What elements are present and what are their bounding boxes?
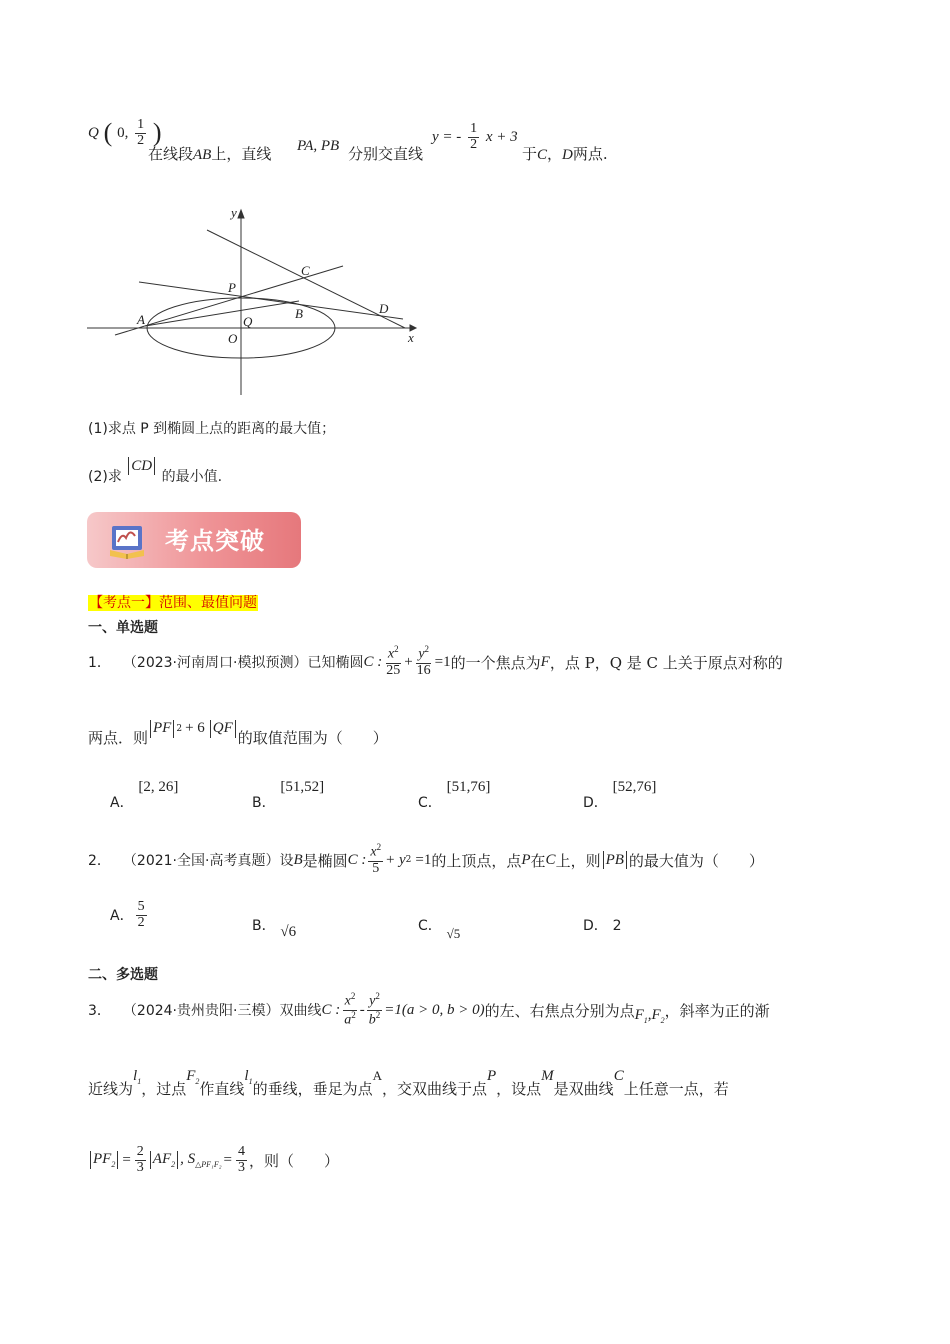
label-b: B (295, 306, 303, 321)
p2-opt-b-value: √6 (280, 924, 297, 940)
p1-opt-d-inner: 52,76 (617, 779, 652, 795)
p3-area (180, 1151, 221, 1169)
p3-f2: $F_2$ (186, 1068, 200, 1086)
problem-2-text-e: 的最大值为（ ） (628, 851, 764, 870)
p1-option-d[interactable] (583, 776, 657, 811)
expr-plus6: + 6 (185, 720, 205, 736)
q-coords: 0, (117, 125, 129, 142)
intro-text-d: 于 (522, 145, 538, 163)
p3-frac-23-num: 2 (136, 1143, 144, 1159)
p3-frac-23 (135, 1145, 146, 1175)
banner-title: 考点突破 (165, 527, 265, 555)
p3-foci: $F_1,F_2$ (634, 1007, 665, 1025)
pt-d: D (562, 147, 573, 163)
p3-l1-text: l (133, 1068, 138, 1084)
eq-frac-num: 1 (470, 121, 478, 136)
q-frac (135, 118, 146, 148)
p1-opt-c-value: [51,76] (446, 779, 491, 795)
p3-pf2-text: PF (93, 1151, 112, 1167)
section-tag-text: 【考点一】范围、最值问题 (89, 595, 257, 611)
p3-line2-f: ，设点 (496, 1080, 542, 1098)
p2-option-c[interactable] (418, 915, 461, 941)
p1-opt-b-value: [51,52] (280, 779, 325, 795)
intro-text-1 (148, 143, 271, 164)
abs-bar (150, 720, 151, 738)
eq-rhs: x + 3 (485, 129, 518, 146)
expr-pf: PF (153, 720, 172, 736)
focus-f: F (540, 653, 550, 670)
label-p: P (228, 280, 236, 295)
p3-pf2: $PF_2$ (93, 1151, 116, 1169)
p3-frac-43-num: 4 (237, 1143, 245, 1159)
book-icon (108, 520, 148, 560)
p1-opt-b-inner: 51,52 (285, 779, 320, 795)
label-o: O (228, 331, 238, 346)
p2-opt-a-den: 2 (137, 914, 145, 930)
problem-3-line-2 (88, 1068, 729, 1098)
ellipse-c: C : (363, 653, 383, 670)
label-a: A (137, 312, 145, 327)
p2-option-a[interactable] (110, 900, 149, 930)
p3-f1-num: x (344, 993, 351, 1009)
p1-opt-a-inner: 2, 26 (143, 779, 174, 795)
p1-opt-d-value: [52,76] (612, 779, 657, 795)
p3-pt-p: P (486, 1068, 497, 1084)
abs-bar (150, 1151, 151, 1169)
p3-frac-43 (236, 1145, 247, 1175)
intro-text-end (522, 143, 608, 164)
eq-one: =1 (434, 653, 451, 670)
abs-bar (177, 1151, 178, 1169)
p3-foci-f2: F (651, 1007, 661, 1023)
p3-pt-m: M (541, 1068, 554, 1084)
p1-opt-b-label: B． (252, 795, 276, 811)
p3-line2-g: 是双曲线 (553, 1080, 614, 1098)
intro-text-c: 分别交直线 (348, 145, 424, 163)
p3-pt-c: C (613, 1068, 624, 1084)
problem-3-source: （2024·贵州贵阳·三模）双曲线 (122, 1003, 322, 1019)
line-ab (145, 301, 299, 326)
p3-foci-f1: F (634, 1007, 644, 1023)
problem-2-text-d: 上，则 (555, 851, 601, 870)
p3-f2-den: b (368, 1012, 376, 1028)
q-frac-den: 2 (137, 132, 145, 148)
p1-opt-c-label: C． (418, 795, 442, 811)
abs-bar (626, 851, 627, 869)
ellipse-c2: C : (347, 851, 367, 868)
heading-single-choice: 一、单选题 (88, 620, 158, 636)
p2-opt-a-num: 5 (137, 899, 145, 914)
p3-line2-c: 作直线 (199, 1080, 245, 1098)
minus-sign: - (359, 1001, 365, 1018)
comma: ， (547, 145, 563, 163)
p1-opt-d-label: D． (583, 795, 608, 811)
eq-lhs: y = - (432, 129, 462, 146)
q2-prefix: (2)求 (88, 469, 122, 485)
section-tag (88, 592, 258, 612)
label-d: D (379, 301, 389, 316)
expr-qf: QF (212, 720, 233, 736)
p3-eq: = (122, 1151, 131, 1168)
problem-2-text-c: 在 (530, 851, 546, 870)
heading-multi-choice: 二、多选题 (88, 967, 158, 983)
p2-option-d[interactable] (583, 915, 621, 935)
p3-frac-23-den: 3 (136, 1159, 144, 1175)
p1-option-a[interactable] (110, 776, 179, 811)
intro-text-e: 两点. (572, 145, 608, 163)
abs-bar (603, 851, 604, 869)
line-through-cd (207, 230, 405, 328)
line-equation (432, 122, 518, 152)
exp-2: 2 (176, 723, 183, 734)
intro-text-b: 上，直线 (211, 145, 272, 163)
problem-3-line-3 (88, 1138, 339, 1182)
p3-line2-e: ，交双曲线于点 (381, 1080, 487, 1098)
problem-3-text-b: ，斜率为正的渐 (664, 1001, 770, 1020)
frac-x2-a2: $\frac{x^2}{a^2}$ (344, 991, 356, 1028)
p3-af2-text: AF (152, 1151, 172, 1167)
problem-2-number: 2． (88, 853, 111, 869)
intro-text-a: 在线段 (148, 145, 194, 163)
p2-opt-d-label: D． (583, 918, 608, 934)
eq-frac (468, 122, 479, 152)
problem-1-text-pq: ，点 P，Q 是 C 上关于原点对称的 (549, 653, 783, 672)
abs-bar-left (128, 457, 129, 475)
abs-bar-right (154, 457, 155, 475)
problem-1-source: （2023·河南周口·模拟预测）已知椭圆 (122, 655, 364, 671)
p1-opt-a-label: A． (110, 795, 134, 811)
problem-2-text-b: 的上顶点，点 (431, 851, 522, 870)
p3-f2-text: F (186, 1068, 196, 1084)
p3-line2-b: ，过点 (141, 1080, 187, 1098)
p3-cond: =1(a > 0, b > 0) (384, 1001, 485, 1018)
abs-bar (90, 1151, 91, 1169)
q2-expr: CD (131, 458, 153, 474)
label-c: C (301, 263, 310, 278)
y-axis-arrow (238, 210, 244, 218)
problem-1-text-after: 的一个焦点为 (450, 653, 541, 672)
p2-opt-b-label: B． (252, 918, 276, 934)
p3-line2-d: 的垂线，垂足为点 (252, 1080, 373, 1098)
p2-f-num: x (370, 845, 377, 861)
abs-bar (117, 1151, 118, 1169)
q-frac-num: 1 (137, 117, 145, 132)
paren-open: ( (103, 118, 113, 148)
p3-f1-den: a (344, 1012, 352, 1028)
p2-rest: + y (385, 851, 406, 868)
ellipse-figure (85, 200, 425, 400)
frac-y2-b2: $\frac{y^2}{b^2}$ (368, 991, 381, 1028)
problem-1-line2-b: 的取值范围为（ ） (237, 729, 388, 747)
problem-2-source: （2021·全国·高考真题）设 (122, 853, 294, 869)
p3-area-s: , S (180, 1151, 196, 1167)
p1-option-c[interactable] (418, 776, 491, 811)
seg-ab: AB (193, 147, 212, 163)
problem-3-line-1 (88, 988, 770, 1032)
q-point: Q (88, 125, 99, 142)
eq-frac-den: 2 (470, 136, 478, 152)
f1-num: x (387, 647, 395, 663)
problem-3-text-a: 的左、右焦点分别为点 (484, 1001, 635, 1020)
p3-af2: $AF_2$ (152, 1151, 176, 1169)
p3-l1b-text: l (244, 1068, 249, 1084)
problem-2-line: 2． （2021·全国·高考真题）设 B 是椭圆 C : $\frac{x^2}{5}$ + y 2 =1 的上顶点，点 P 在 C 上，则 PB 的最大值为（ ） (88, 842, 764, 876)
sub-question-2 (88, 455, 223, 485)
p3-l1b: $l_1$ (244, 1068, 253, 1086)
p3-pt-a: A (372, 1068, 382, 1083)
p2-f-den: 5 (372, 860, 380, 876)
frac-x2-25: $\frac{x^2}{25}$ (386, 644, 401, 678)
abs-bar (235, 720, 236, 738)
p1-opt-a-value: [2, 26] (138, 779, 179, 795)
hyper-c: C : (321, 1001, 341, 1018)
problem-1-line2-a: 两点．则 (88, 729, 149, 747)
problem-1-number: 1． (88, 655, 111, 671)
p3-eq2: = (223, 1151, 232, 1168)
f2-den: 16 (416, 662, 431, 678)
f1-den: 25 (386, 662, 401, 678)
p1-option-b[interactable] (252, 776, 325, 811)
problem-1-line-1 (88, 640, 783, 684)
q2-suffix: 的最小值. (161, 469, 223, 485)
p2-eq-one: =1 (415, 851, 432, 868)
pt-b: B (293, 851, 303, 868)
p3-area-sub: △PF₁F₂ (195, 1160, 222, 1169)
p2-expr: PB (605, 851, 624, 868)
problem-1-line-2 (88, 718, 388, 747)
p2-option-b[interactable] (252, 915, 297, 940)
lines-papb: PA, PB (297, 138, 340, 154)
p2-pt-c: C (545, 851, 556, 868)
p3-line2-a: 近线为 (88, 1080, 134, 1098)
frac-x2-5: $\frac{x^2}{5}$ (370, 842, 382, 876)
sub-question-1: (1)求点 P 到椭圆上点的距离的最大值； (88, 421, 336, 437)
p3-l1: $l_1$ (133, 1068, 142, 1086)
pt-c: C (537, 147, 548, 163)
p2-pt-p: P (521, 851, 531, 868)
problem-3-number: 3． (88, 1003, 111, 1019)
label-q: Q (243, 314, 253, 329)
p3-frac-43-den: 3 (237, 1159, 245, 1175)
paren-close: ) (152, 118, 162, 148)
p3-then: ，则（ ） (248, 1151, 339, 1170)
p1-opt-c-inner: 51,76 (451, 779, 486, 795)
p3-f2-num: y (369, 993, 376, 1009)
p3-line2-h: 上任意一点，若 (623, 1080, 729, 1098)
label-y: y (231, 205, 237, 220)
p2-opt-c-value: √5 (446, 926, 461, 941)
abs-bar (210, 720, 211, 738)
p2-opt-a-label: A． (110, 908, 134, 925)
p2-opt-d-value: 2 (612, 918, 622, 934)
f2-num: y (418, 647, 425, 663)
problem-2-text-a: 是椭圆 (302, 851, 348, 870)
label-x: x (408, 330, 414, 345)
abs-bar (173, 720, 174, 738)
p2-opt-a-frac (136, 900, 147, 930)
frac-y2-16: $\frac{y^2}{16}$ (416, 644, 431, 678)
p2-opt-c-label: C． (418, 918, 442, 934)
plus-sign: + (404, 653, 413, 670)
